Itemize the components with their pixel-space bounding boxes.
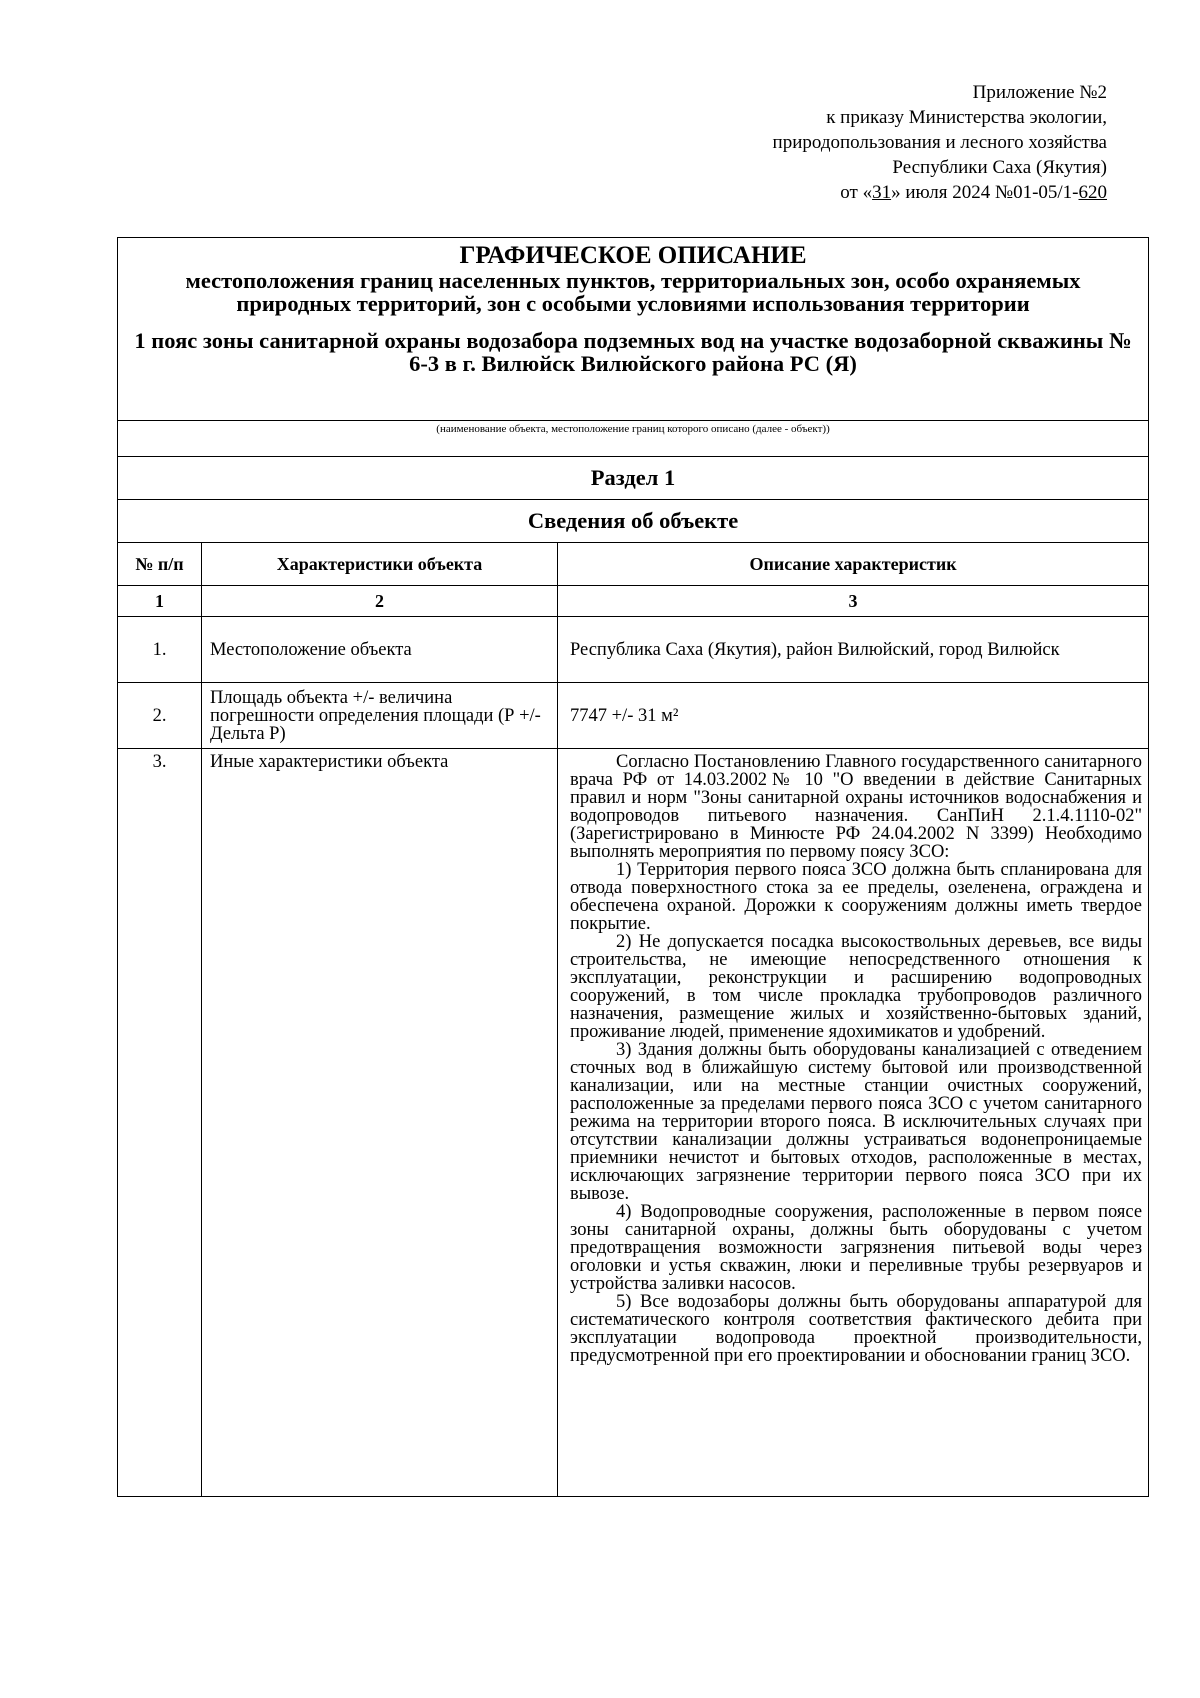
appendix-line-4: Республики Саха (Якутия) — [892, 157, 1107, 178]
description-paragraph: 3) Здания должны быть оборудованы канализацией с отведением сточных вод в ближайшую систему бытовой или производственной канализации, или на местные станции очистных сооружений, расположенные за пределами первого пояса ЗСО с учетом санитарного режима на территории второго пояса. В исключительных случаях при отсутствии канализации должны устраиваться водонепроницаемые приемники нечистот и бытовых отходов, расположенные в местах, исключающих загрязнение территории первого пояса ЗСО при их вывозе. — [570, 1040, 1143, 1204]
table-row — [118, 617, 1149, 683]
row-description: Республика Саха (Якутия), район Вилюйский, город Вилюйск — [558, 617, 1149, 683]
row-description — [558, 749, 1149, 1497]
appendix-line-1: Приложение №2 — [972, 82, 1107, 103]
table-row — [118, 749, 1149, 1497]
row-number: 3. — [118, 749, 202, 1497]
section-name: Раздел 1 — [118, 457, 1149, 500]
table-row — [118, 683, 1149, 749]
object-name: 1 пояс зоны санитарной охраны водозабора подземных вод на участке водозаборной скважины № 6-3 в г. Вилюйск Вилюйского района РС (Я) — [134, 328, 1132, 376]
row-characteristic: Площадь объекта +/- величина погрешности определения площади (Р +/- Дельта Р) — [202, 683, 558, 749]
appendix-date-prefix: от « — [840, 182, 873, 203]
document-title: ГРАФИЧЕСКОЕ ОПИСАНИЕ — [459, 242, 807, 269]
appendix-date-day: 31 — [872, 182, 892, 203]
appendix-line-3: природопользования и лесного хозяйства — [772, 132, 1107, 153]
row-description: 7747 +/- 31 м² — [558, 683, 1149, 749]
document-subtitle: местоположения границ населенных пунктов, территориальных зон, особо охраняемых природных территорий, зон с особыми условиями использования территории — [185, 268, 1081, 316]
description-paragraph: 4) Водопроводные сооружения, расположенные в первом поясе зоны санитарной охраны, должны быть оборудованы с учетом предотвращения возможности загрязнения питьевой воды через оголовки и устья скважин, люки и переливные трубы резервуаров и устройства заливки насосов. — [570, 1202, 1143, 1294]
column-number: 2 — [202, 586, 558, 617]
object-caption: (наименование объекта, местоположение границ которого описано (далее - объект)) — [118, 421, 1149, 457]
description-paragraph: 1) Территория первого пояса ЗСО должна быть спланирована для отвода поверхностного стока за ее пределы, озеленена, ограждена и обеспечена охраной. Дорожки к сооружениям должны иметь твердое покрытие. — [570, 860, 1143, 934]
graphic-description-table — [117, 237, 1149, 1497]
column-numbers — [118, 586, 1149, 617]
description-paragraph: 5) Все водозаборы должны быть оборудованы аппаратурой для систематического контроля соответствия фактического дебита при эксплуатации водопровода проектной производительности, предусмотренной при его проектировании и обосновании границ ЗСО. — [570, 1292, 1143, 1366]
title-block — [118, 238, 1149, 421]
column-headers — [118, 543, 1149, 586]
section-heading: Сведения об объекте — [118, 500, 1149, 543]
column-header: Характеристики объекта — [202, 543, 558, 586]
appendix-line-5 — [773, 180, 1107, 205]
row-number: 2. — [118, 683, 202, 749]
row-number: 1. — [118, 617, 202, 683]
description-paragraph: Согласно Постановлению Главного государственного санитарного врача РФ от 14.03.2002№ 10 "О введении в действие Санитарных правил и норм "Зоны санитарной охраны источников водоснабжения и водопроводов питьевого назначения. СанПиН 2.1.4.1110-02" (Зарегистрировано в Минюсте РФ 24.04.2002 N 3399) Необходимо выполнять мероприятия по первому поясу ЗСО: — [570, 752, 1143, 862]
appendix-order-number: 620 — [1078, 182, 1107, 203]
column-number: 3 — [558, 586, 1149, 617]
column-header: Описание характеристик — [558, 543, 1149, 586]
column-header: № п/п — [118, 543, 202, 586]
appendix-date-middle: » июля 2024 №01-05/1- — [891, 182, 1079, 203]
appendix-line-2: к приказу Министерства экологии, — [826, 107, 1107, 128]
appendix-note — [773, 80, 1107, 205]
description-paragraph: 2) Не допускается посадка высокоствольных деревьев, все виды строительства, не имеющие непосредственного отношения к эксплуатации, реконструкции и расширению водопроводных сооружений, в том числе прокладка трубопроводов различного назначения, размещение жилых и хозяйственно-бытовых зданий, проживание людей, применение ядохимикатов и удобрений. — [570, 932, 1143, 1042]
row-characteristic: Иные характеристики объекта — [202, 749, 558, 1497]
row-characteristic: Местоположение объекта — [202, 617, 558, 683]
column-number: 1 — [118, 586, 202, 617]
